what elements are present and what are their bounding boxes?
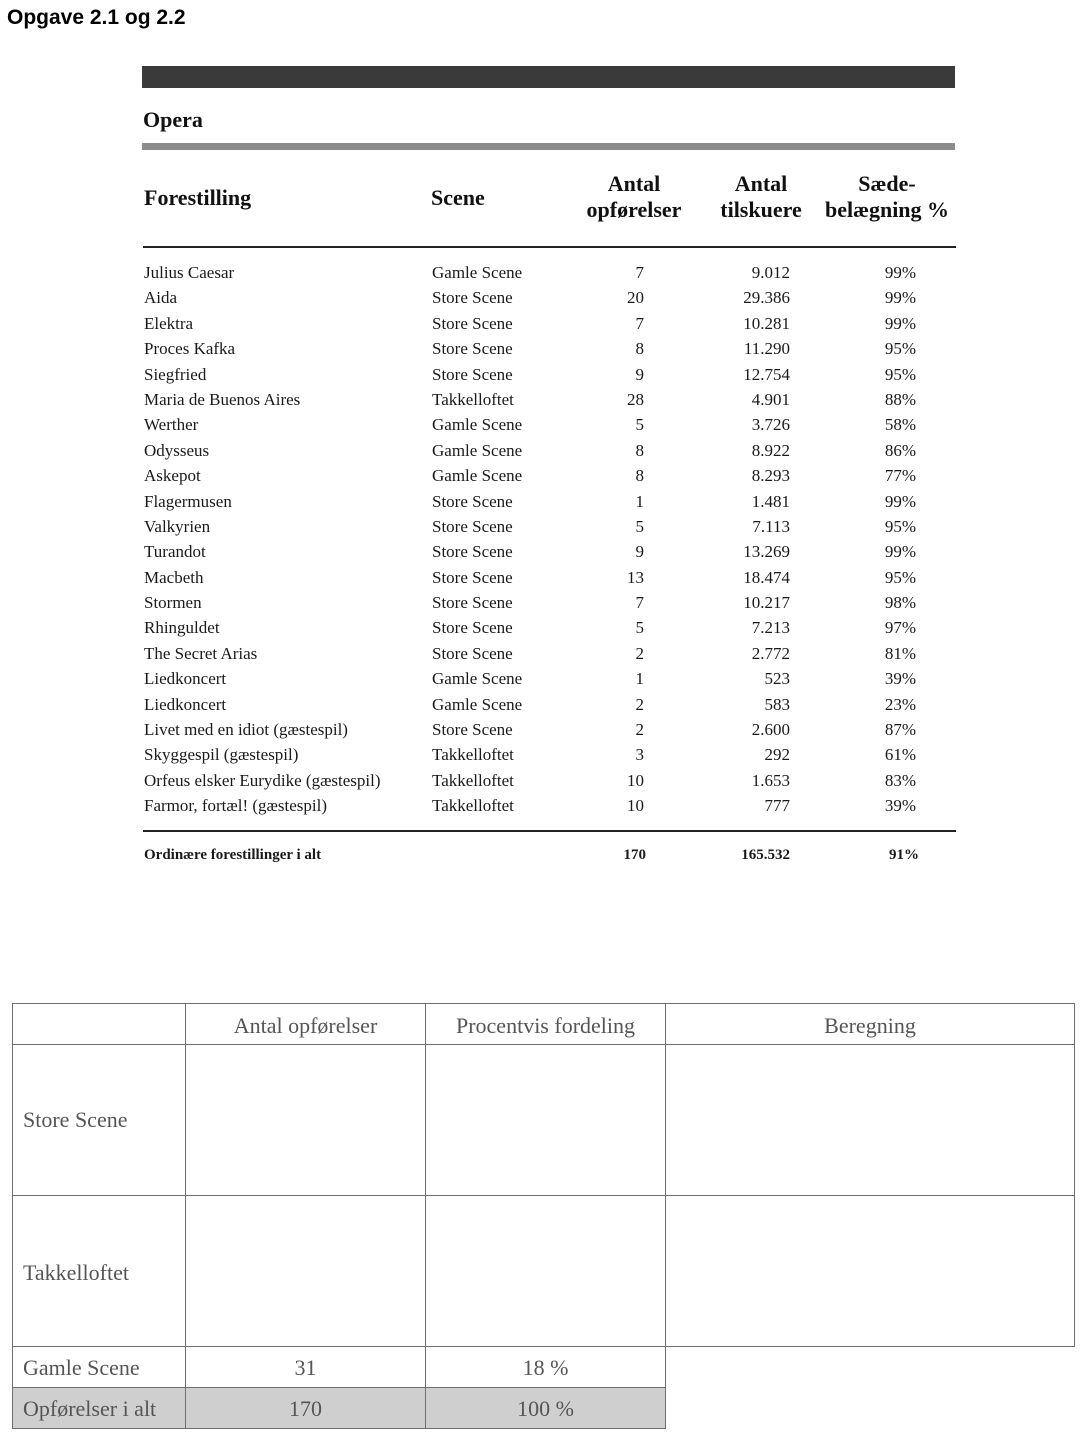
opforelser-i-alt-label: Opførelser i alt bbox=[23, 1396, 157, 1421]
forestilling-cell: Julius Caesar bbox=[144, 263, 235, 282]
antal-cell: 7 bbox=[635, 593, 644, 613]
store-scene-antal-cell[interactable] bbox=[185, 1044, 426, 1196]
tilskuere-cell: 10.217 bbox=[743, 593, 790, 613]
antal-cell: 1 bbox=[635, 669, 644, 689]
forestilling-cell: Valkyrien bbox=[144, 516, 211, 536]
tilskuere-cell: 2.772 bbox=[751, 643, 790, 663]
table-row bbox=[0, 489, 1082, 514]
opforelser-i-alt-antal-cell bbox=[185, 1387, 426, 1429]
table-row bbox=[0, 793, 1082, 818]
scene-cell: Store Scene bbox=[432, 516, 513, 536]
scene-cell: Store Scene bbox=[432, 643, 513, 663]
forestilling-cell: Elektra bbox=[144, 313, 194, 333]
saede-cell: 39% bbox=[884, 796, 916, 816]
forestilling-cell: Proces Kafka bbox=[144, 339, 236, 359]
table-row bbox=[0, 260, 1082, 285]
saede-cell: 99% bbox=[884, 542, 916, 562]
header-saede-line2: belægning % bbox=[824, 197, 950, 222]
scene-cell: Gamle Scene bbox=[432, 694, 523, 714]
table-row bbox=[0, 412, 1082, 437]
forestilling-cell: Farmor, fortæl! (gæstespil) bbox=[144, 796, 327, 816]
forestilling-cell: Liedkoncert bbox=[144, 669, 227, 689]
table-row bbox=[0, 362, 1082, 387]
antal-cell: 5 bbox=[635, 415, 644, 435]
scene-cell: Gamle Scene bbox=[432, 669, 523, 689]
performance-table-body bbox=[0, 260, 1082, 819]
scene-cell: Store Scene bbox=[432, 542, 513, 562]
takkelloftet-label: Takkelloftet bbox=[23, 1260, 129, 1285]
header-tilskuere-line2: tilskuere bbox=[720, 197, 802, 222]
saede-cell: 88% bbox=[884, 389, 916, 409]
tilskuere-cell: 9.012 bbox=[751, 263, 790, 282]
saede-cell: 77% bbox=[884, 466, 916, 486]
worksheet-header-beregning-label: Beregning bbox=[824, 1013, 916, 1038]
table-row bbox=[0, 565, 1082, 590]
tilskuere-cell: 4.901 bbox=[751, 389, 790, 409]
scene-cell: Store Scene bbox=[432, 593, 513, 613]
header-saedebelaegning bbox=[816, 171, 958, 223]
table-row bbox=[0, 666, 1082, 691]
worksheet-corner-cell bbox=[12, 1003, 186, 1045]
forestilling-cell: The Secret Arias bbox=[144, 643, 258, 663]
tilskuere-cell: 11.290 bbox=[743, 339, 790, 359]
scene-cell: Store Scene bbox=[432, 364, 513, 384]
tilskuere-cell: 7.113 bbox=[752, 516, 790, 536]
table-row bbox=[0, 387, 1082, 412]
saede-cell: 61% bbox=[884, 745, 916, 765]
worksheet-header-procent bbox=[425, 1003, 666, 1045]
antal-cell: 5 bbox=[635, 618, 644, 638]
header-bar bbox=[142, 66, 955, 88]
worksheet-row-gamle-label bbox=[12, 1346, 186, 1388]
opforelser-i-alt-procent-cell bbox=[425, 1387, 666, 1429]
saede-cell: 58% bbox=[884, 415, 916, 435]
scene-cell: Gamle Scene bbox=[432, 440, 523, 460]
table-row bbox=[0, 336, 1082, 361]
gamle-scene-procent: 18 % bbox=[522, 1355, 569, 1380]
takkelloftet-antal-cell[interactable] bbox=[185, 1195, 426, 1347]
gamle-scene-antal: 31 bbox=[294, 1355, 317, 1380]
forestilling-cell: Orfeus elsker Eurydike (gæstespil) bbox=[144, 770, 381, 790]
scene-cell: Store Scene bbox=[432, 720, 513, 740]
saede-cell: 23% bbox=[884, 694, 916, 714]
tilskuere-cell: 18.474 bbox=[743, 567, 790, 587]
antal-cell: 2 bbox=[635, 694, 644, 714]
saede-cell: 97% bbox=[884, 618, 916, 638]
forestilling-cell: Macbeth bbox=[144, 567, 204, 587]
forestilling-cell: Rhinguldet bbox=[144, 618, 220, 638]
tilskuere-cell: 583 bbox=[764, 694, 790, 714]
gamle-scene-antal-cell bbox=[185, 1346, 426, 1388]
gamle-scene-procent-cell bbox=[425, 1346, 666, 1388]
antal-cell: 13 bbox=[627, 567, 644, 587]
saede-cell: 95% bbox=[884, 339, 916, 359]
page-title: Opgave 2.1 og 2.2 bbox=[7, 6, 186, 29]
worksheet-row-store-label bbox=[12, 1044, 186, 1196]
header-forestilling: Forestilling bbox=[144, 185, 252, 210]
tilskuere-cell: 1.481 bbox=[751, 491, 790, 511]
total-saede: 91% bbox=[889, 847, 919, 863]
antal-cell: 20 bbox=[627, 288, 644, 308]
table-row bbox=[0, 311, 1082, 336]
antal-cell: 3 bbox=[635, 745, 644, 765]
forestilling-cell: Maria de Buenos Aires bbox=[144, 389, 301, 409]
table-row bbox=[0, 463, 1082, 488]
header-antal-line1: Antal bbox=[607, 171, 661, 196]
worksheet-row-total-label bbox=[12, 1387, 186, 1429]
table-total-row bbox=[0, 844, 1082, 866]
saede-cell: 86% bbox=[884, 440, 916, 460]
header-scene: Scene bbox=[431, 185, 485, 210]
tilskuere-cell: 777 bbox=[764, 796, 790, 816]
table-row bbox=[0, 285, 1082, 310]
header-saede-line1: Sæde- bbox=[858, 171, 916, 196]
antal-cell: 7 bbox=[635, 313, 644, 333]
saede-cell: 99% bbox=[884, 491, 916, 511]
forestilling-cell: Aida bbox=[144, 288, 178, 308]
scene-cell: Takkelloftet bbox=[432, 770, 514, 790]
scene-cell: Takkelloftet bbox=[432, 796, 514, 816]
forestilling-cell: Werther bbox=[144, 415, 199, 435]
table-row bbox=[0, 692, 1082, 717]
saede-cell: 81% bbox=[884, 643, 916, 663]
table-row bbox=[0, 717, 1082, 742]
scene-cell: Store Scene bbox=[432, 567, 513, 587]
table-row bbox=[0, 438, 1082, 463]
tilskuere-cell: 3.726 bbox=[751, 415, 790, 435]
forestilling-cell: Stormen bbox=[144, 593, 202, 613]
tilskuere-cell: 2.600 bbox=[751, 720, 790, 740]
table-row bbox=[0, 539, 1082, 564]
tilskuere-cell: 523 bbox=[764, 669, 790, 689]
scene-cell: Gamle Scene bbox=[432, 415, 523, 435]
forestilling-cell: Askepot bbox=[144, 466, 201, 486]
antal-cell: 28 bbox=[627, 389, 644, 409]
scene-cell: Gamle Scene bbox=[432, 263, 523, 282]
tilskuere-cell: 12.754 bbox=[743, 364, 790, 384]
tilskuere-cell: 7.213 bbox=[751, 618, 790, 638]
forestilling-cell: Siegfried bbox=[144, 364, 207, 384]
total-tilskuere: 165.532 bbox=[741, 847, 790, 863]
antal-cell: 8 bbox=[635, 440, 644, 460]
worksheet-header-procent-label: Procentvis fordeling bbox=[455, 1013, 636, 1038]
antal-cell: 10 bbox=[627, 796, 644, 816]
table-row bbox=[0, 641, 1082, 666]
tilskuere-cell: 8.293 bbox=[751, 466, 790, 486]
antal-cell: 8 bbox=[635, 466, 644, 486]
worksheet-header-antal bbox=[185, 1003, 426, 1045]
scene-cell: Takkelloftet bbox=[432, 745, 514, 765]
antal-cell: 9 bbox=[635, 364, 644, 384]
tilskuere-cell: 292 bbox=[764, 745, 790, 765]
store-scene-beregning-cell[interactable] bbox=[665, 1044, 1075, 1196]
forestilling-cell: Odysseus bbox=[144, 440, 210, 460]
antal-cell: 8 bbox=[635, 339, 644, 359]
takkelloftet-procent-cell[interactable] bbox=[425, 1195, 666, 1347]
tilskuere-cell: 1.653 bbox=[751, 770, 790, 790]
header-antal-opforelser bbox=[574, 171, 694, 223]
scene-cell: Store Scene bbox=[432, 491, 513, 511]
antal-cell: 2 bbox=[635, 720, 644, 740]
tilskuere-cell: 8.922 bbox=[751, 440, 790, 460]
worksheet-row-takkel-label bbox=[12, 1195, 186, 1347]
header-antal-line2: opførelser bbox=[586, 197, 682, 222]
table-row bbox=[0, 768, 1082, 793]
saede-cell: 83% bbox=[884, 770, 916, 790]
saede-cell: 99% bbox=[884, 313, 916, 333]
opforelser-i-alt-procent: 100 % bbox=[517, 1396, 574, 1421]
section-divider bbox=[142, 143, 955, 150]
saede-cell: 99% bbox=[884, 263, 916, 282]
saede-cell: 87% bbox=[884, 720, 916, 740]
table-row bbox=[0, 742, 1082, 767]
forestilling-cell: Flagermusen bbox=[144, 491, 232, 511]
table-row bbox=[0, 590, 1082, 615]
antal-cell: 10 bbox=[627, 770, 644, 790]
opforelser-i-alt-antal: 170 bbox=[289, 1396, 322, 1421]
forestilling-cell: Turandot bbox=[144, 542, 206, 562]
store-scene-label: Store Scene bbox=[23, 1107, 128, 1132]
saede-cell: 95% bbox=[884, 364, 916, 384]
section-title: Opera bbox=[143, 107, 203, 132]
table-row bbox=[0, 615, 1082, 640]
saede-cell: 98% bbox=[884, 593, 916, 613]
forestilling-cell: Skyggespil (gæstespil) bbox=[144, 745, 299, 765]
antal-cell: 5 bbox=[635, 516, 644, 536]
scene-cell: Store Scene bbox=[432, 288, 513, 308]
scene-cell: Store Scene bbox=[432, 313, 513, 333]
header-antal-tilskuere bbox=[706, 171, 816, 223]
worksheet-header-beregning bbox=[665, 1003, 1075, 1045]
saede-cell: 95% bbox=[884, 567, 916, 587]
table-total-rule bbox=[143, 830, 956, 832]
header-tilskuere-line1: Antal bbox=[734, 171, 788, 196]
total-antal: 170 bbox=[623, 847, 646, 863]
store-scene-procent-cell[interactable] bbox=[425, 1044, 666, 1196]
worksheet-header-antal-label: Antal opførelser bbox=[233, 1013, 378, 1038]
forestilling-cell: Liedkoncert bbox=[144, 694, 227, 714]
tilskuere-cell: 29.386 bbox=[743, 288, 790, 308]
tilskuere-cell: 10.281 bbox=[743, 313, 790, 333]
gamle-scene-label: Gamle Scene bbox=[23, 1355, 140, 1380]
saede-cell: 99% bbox=[884, 288, 916, 308]
table-header-rule bbox=[143, 246, 956, 248]
scene-cell: Takkelloftet bbox=[432, 389, 514, 409]
saede-cell: 95% bbox=[884, 516, 916, 536]
forestilling-cell: Livet med en idiot (gæstespil) bbox=[144, 720, 348, 740]
tilskuere-cell: 13.269 bbox=[743, 542, 790, 562]
takkelloftet-beregning-cell[interactable] bbox=[665, 1195, 1075, 1347]
scene-cell: Gamle Scene bbox=[432, 466, 523, 486]
saede-cell: 39% bbox=[884, 669, 916, 689]
scene-cell: Store Scene bbox=[432, 339, 513, 359]
antal-cell: 9 bbox=[635, 542, 644, 562]
antal-cell: 1 bbox=[635, 491, 644, 511]
antal-cell: 2 bbox=[635, 643, 644, 663]
scene-cell: Store Scene bbox=[432, 618, 513, 638]
total-label: Ordinære forestillinger i alt bbox=[144, 847, 322, 863]
antal-cell: 7 bbox=[635, 263, 644, 282]
table-row bbox=[0, 514, 1082, 539]
